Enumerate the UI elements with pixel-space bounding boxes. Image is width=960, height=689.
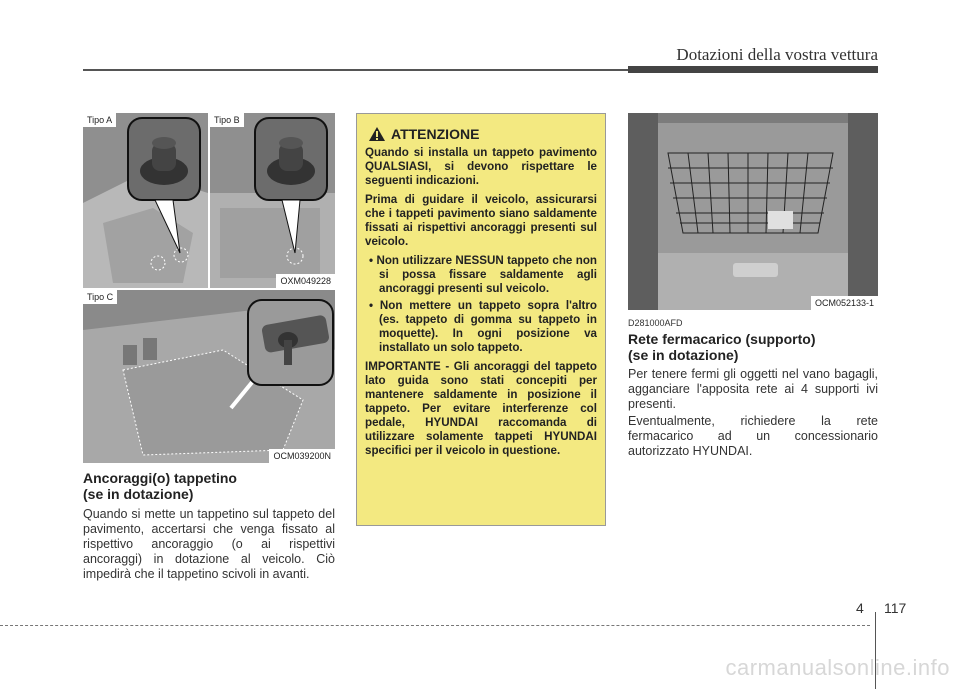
header-title: Dotazioni della vostra vettura: [676, 45, 878, 64]
warning-heading-text: ATTENZIONE: [391, 126, 480, 142]
chapter-number: 4: [856, 600, 864, 616]
warning-para-3: IMPORTANTE - Gli ancoraggi del tappeto lato guida sono stati concepiti per mantenere saldamente in posizione il tappeto. Per evitare interferenze col pedale, HYUNDAI raccomanda di utilizzare solamente tappeti HYUNDAI specifici per il veicolo in questione.: [365, 360, 597, 457]
page-number: 117: [884, 600, 907, 616]
warning-bullet-1: • Non utilizzare NESSUN tappeto che non si possa fissare saldamente agli ancoraggi presenti sul veicolo.: [365, 254, 597, 296]
header-rule: [83, 69, 628, 71]
footer-dashed-rule: [0, 625, 870, 626]
image-code-c: OCM039200N: [269, 449, 335, 463]
warning-triangle-icon: [369, 127, 385, 141]
floor-anchor-illustration-c: [83, 290, 335, 463]
floor-anchor-illustration-b: [210, 113, 335, 288]
section-body-cargo-net-1: Per tenere fermi gli oggetti nel vano bagagli, agganciare l'apposita rete ai 4 supporti ivi presenti.: [628, 367, 878, 411]
warning-box: [356, 113, 606, 526]
floor-anchor-illustration-a: [83, 113, 208, 288]
image-code-ab: OXM049228: [276, 274, 335, 288]
warning-para-1: Quando si installa un tappeto pavimento QUALSIASI, si devono rispettare le seguenti indicazioni.: [365, 146, 597, 187]
image-code-net: OCM052133-1: [811, 296, 878, 310]
header-bar: [628, 66, 878, 73]
photo-tipo-c: [83, 290, 335, 463]
tag-tipo-a: Tipo A: [83, 113, 116, 127]
section-body-anchors: Quando si mette un tappetino sul tappeto del pavimento, accertarsi che venga fissato al rispettivo ancoraggio (o ai rispettivi ancoraggi) in dotazione al veicolo. Ciò impedirà che il tappetino scivoli in avanti.: [83, 507, 335, 581]
cargo-net-illustration: [628, 113, 878, 310]
tag-tipo-c: Tipo C: [83, 290, 117, 304]
warning-heading: [365, 126, 597, 142]
section-body-cargo-net-2: Eventualmente, richiedere la rete fermacarico ad un concessionario autorizzato HYUNDAI.: [628, 414, 878, 458]
warning-bullet-2: • Non mettere un tappeto sopra l'altro (es. tappeto di gomma su tappeto in moquette). In ogni posizione va installato un solo tappeto.: [365, 299, 597, 355]
photo-cargo-net: [628, 113, 878, 310]
tag-tipo-b: Tipo B: [210, 113, 244, 127]
reference-code: D281000AFD: [628, 318, 683, 328]
watermark: carmanualsonline.info: [725, 655, 950, 680]
photo-tipo-a: [83, 113, 208, 288]
warning-para-2: Prima di guidare il veicolo, assicurarsi che i tappeti pavimento siano saldamente fissati ai rispettivi ancoraggi presenti sul veicolo.: [365, 193, 597, 248]
warning-list: [365, 254, 597, 355]
section-title-cargo-net: Rete fermacarico (supporto) (se in dotazione): [628, 331, 816, 363]
photo-tipo-b: [210, 113, 335, 288]
section-title-anchors: Ancoraggi(o) tappetino (se in dotazione): [83, 470, 237, 502]
